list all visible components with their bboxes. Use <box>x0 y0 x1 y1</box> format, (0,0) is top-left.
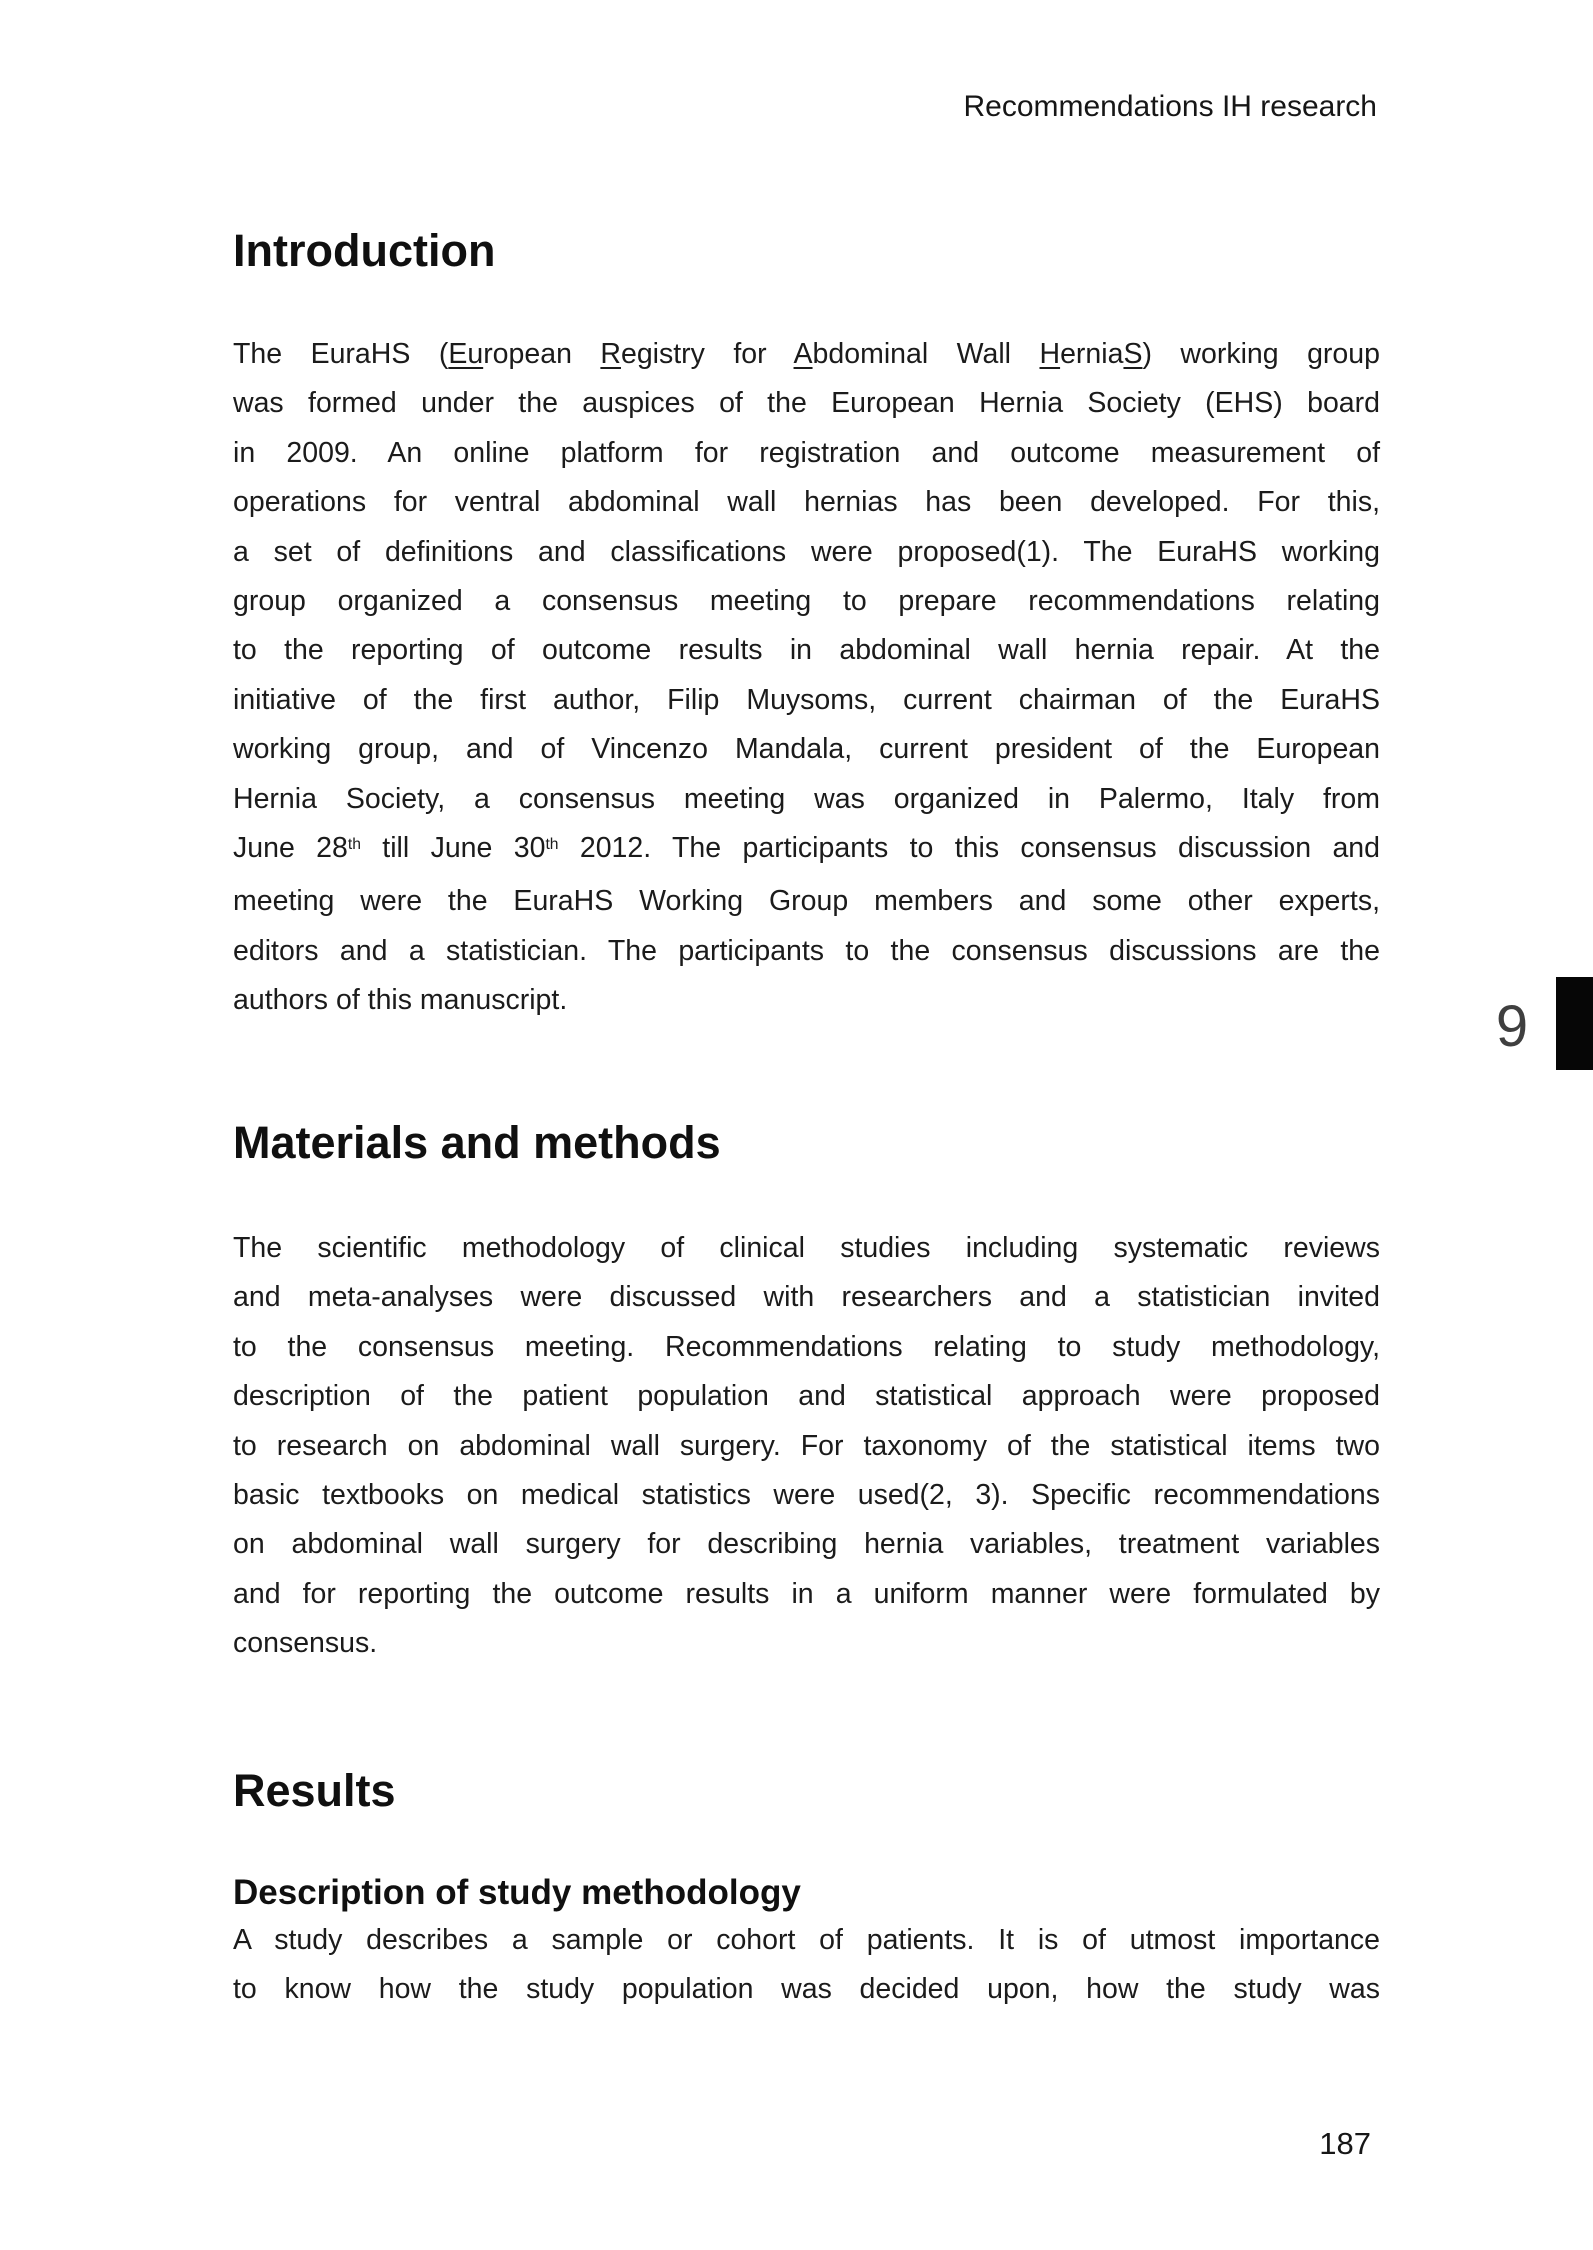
paragraph-line: The scientific methodology of clinical studies including systematic reviews <box>233 1232 1380 1264</box>
introduction-paragraph <box>233 330 1380 1026</box>
paragraph-line: Hernia Society, a consensus meeting was organized in Palermo, Italy from <box>233 782 1380 815</box>
results-paragraph <box>233 1916 1380 2015</box>
paragraph-line: basic textbooks on medical statistics were used(2, 3). Specific recommendations <box>233 1479 1380 1512</box>
paragraph-line: and meta-analyses were discussed with researchers and a statistician invited <box>233 1281 1380 1314</box>
section-title-materials-and-methods: Materials and methods <box>233 1117 721 1168</box>
paragraph-line: The EuraHS (European Registry for Abdominal Wall HerniaS) working group <box>233 338 1380 370</box>
paragraph-line: to the consensus meeting. Recommendations relating to study methodology, <box>233 1330 1380 1363</box>
paragraph-line: and for reporting the outcome results in a uniform manner were formulated by <box>233 1577 1380 1610</box>
paragraph-line: in 2009. An online platform for registration and outcome measurement of <box>233 436 1380 469</box>
paragraph-line: on abdominal wall surgery for describing hernia variables, treatment variables <box>233 1528 1380 1561</box>
paragraph-line: working group, and of Vincenzo Mandala, current president of the European <box>233 733 1380 766</box>
paragraph-line: A study describes a sample or cohort of patients. It is of utmost importance <box>233 1924 1380 1956</box>
paragraph-line: group organized a consensus meeting to prepare recommendations relating <box>233 585 1380 618</box>
paragraph-line: was formed under the auspices of the European Hernia Society (EHS) board <box>233 387 1380 420</box>
paragraph-line: to research on abdominal wall surgery. For taxonomy of the statistical items two <box>233 1429 1380 1462</box>
paragraph-line: to the reporting of outcome results in abdominal wall hernia repair. At the <box>233 634 1380 667</box>
paragraph-line: editors and a statistician. The participants to the consensus discussions are the <box>233 934 1380 967</box>
page-number: 187 <box>1319 2126 1371 2161</box>
running-header: Recommendations IH research <box>963 90 1377 123</box>
paragraph-line: to know how the study population was decided upon, how the study was <box>233 1973 1380 2006</box>
paragraph-line: description of the patient population and statistical approach were proposed <box>233 1380 1380 1413</box>
paragraph-line: meeting were the EuraHS Working Group members and some other experts, <box>233 885 1380 918</box>
chapter-tab-marker <box>1556 977 1593 1070</box>
section-title-results: Results <box>233 1765 396 1816</box>
materials-paragraph <box>233 1224 1380 1669</box>
paragraph-line: June 28th till June 30th 2012. The participants to this consensus discussion and <box>233 832 1381 865</box>
paragraph-line: consensus. <box>233 1627 378 1660</box>
paragraph-line: initiative of the first author, Filip Muysoms, current chairman of the EuraHS <box>233 683 1380 716</box>
chapter-number: 9 <box>1495 994 1529 1059</box>
paragraph-line: authors of this manuscript. <box>233 984 568 1017</box>
paragraph-line: a set of definitions and classifications were proposed(1). The EuraHS working <box>233 535 1380 568</box>
paragraph-line: operations for ventral abdominal wall hernias has been developed. For this, <box>233 486 1380 519</box>
subsection-title-study-methodology: Description of study methodology <box>233 1873 801 1912</box>
section-title-introduction: Introduction <box>233 225 496 276</box>
